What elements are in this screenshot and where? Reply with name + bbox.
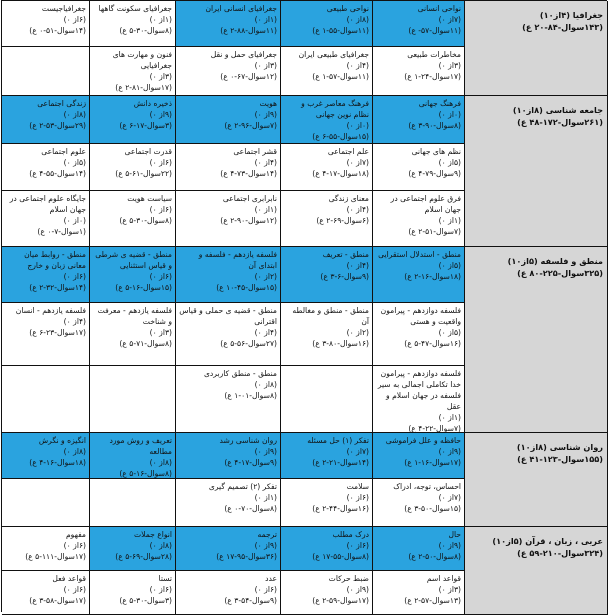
topic-title: فلسفه یازدهم - فلسفه و ابتدای آن [198,250,277,270]
topic-question-stats: (۸سوال-۵۰-۲ ع) [408,552,461,561]
topic-quota: (۶از ۰) [63,585,86,594]
topic-question-stats: (۱۴سوال-۷۳-۴ ع) [220,169,277,178]
topic-quota: (۷از ۰) [346,447,369,456]
topic-title: جغرافیای حمل و نقل [210,50,277,59]
topic-cell [281,303,373,366]
topic-cell [281,433,373,479]
topic-question-stats: (۸سوال-۳۰-۵ ع) [119,216,172,225]
topic-title: منطق - روابط میان معانی زبان و خارج [24,250,86,270]
topic-quota: (۴از ۰) [254,158,277,167]
subject-header [465,433,608,527]
topic-title: سیاست هویت [127,194,172,203]
topic-question-stats: (۲۸سوال-۶۹-۵ ع) [115,552,172,561]
topic-question-stats: (۱۵سوال-۵۰-۳ ع) [404,504,461,513]
topic-cell [373,47,465,96]
topic-quota: (۵از ۰) [63,158,86,167]
topic-cell [176,191,281,247]
topic-question-stats: (۸سوال-۳۰-۵ ع) [119,26,172,35]
topic-quota: (۶از ۰) [346,493,369,502]
topic-title: فرهنگ معاصر غرب و نظام نوین جهانی [301,99,369,119]
topic-quota: (۹از ۰) [438,447,461,456]
topic-cell [373,1,465,47]
topic-question-stats: (۱۱سوال-۵۷- ع) [408,26,461,35]
subject-stats: (۱۴۳سوال-۸۴-۲۰ ع) [522,22,603,32]
topic-quota: (۴از ۰) [346,61,369,70]
topic-quota: (۱از ۰) [438,216,461,225]
topic-quota: (۸از ۰) [346,15,369,24]
topic-cell [281,527,373,571]
topic-quota: (۴از ۰) [346,205,369,214]
topic-quota: (۹از ۰) [254,110,277,119]
topic-quota: (۷از ۰) [346,158,369,167]
topic-question-stats: (۹سوال-۱۷-۴ ع) [224,458,277,467]
topic-question-stats: (۲۹سوال-۵۳-۲ ع) [29,121,86,130]
topic-question-stats: (۱۱سوال-۵۷-۱ ع) [312,72,369,81]
topic-quota: (۶از ۰) [149,158,172,167]
topic-title: منطق - منطق و مغالطه آن [292,306,369,326]
topic-quota: (۶از ۰) [149,585,172,594]
topic-quota: (۳از ۰) [149,72,172,81]
topic-title: فلسفه دوازدهم - پیرامون واقعیت و هستی [380,306,461,326]
topic-question-stats: (۲۲سوال-۶۱-۵ ع) [115,169,172,178]
topic-quota: (۹از ۰) [254,447,277,456]
topic-title: انگیزه و نگرش [38,436,86,445]
topic-quota: (۵از ۰) [438,158,461,167]
topic-cell [176,303,281,366]
topic-title: منطق - قضیه ی شرطی و قیاس استثنایی [95,250,172,270]
topic-question-stats: (۳سوال-۳۰-۵ ع) [119,596,172,605]
topic-title: مفهوم [65,530,86,539]
topic-quota: (۹از ۰) [346,585,369,594]
topic-title: جایگاه علوم اجتماعی در جهان اسلام [9,194,86,214]
topic-title: قشر اجتماعی [233,147,277,156]
topic-question-stats: (۱۷سوال-۸۱-۲ ع) [115,83,172,92]
topic-cell [373,527,465,571]
topic-question-stats: (۸سوال-۷۰-۰ ع) [224,504,277,513]
topic-quota: (۶از ۰) [346,541,369,550]
topic-question-stats: (۱۵سوال-۴۵-۱۰ ع) [216,283,277,292]
topic-cell [2,1,90,47]
topic-title: انواع جملات [134,530,172,539]
topic-cell [373,303,465,366]
topic-cell [281,1,373,47]
topic-cell [90,247,176,303]
topic-quota: (۵از ۰) [438,328,461,337]
topic-question-stats: (۱۱سوال-۸۸-۲ ع) [220,26,277,35]
topic-quota: (۷از ۰) [438,493,461,502]
topic-quota: (۶از ۰) [63,15,86,24]
topic-cell [176,47,281,96]
topic-question-stats: (۱۵سوال-۵۵-۶ ع) [312,132,369,141]
topic-question-stats: (۷سوال-۵۱-۲ ع) [408,227,461,236]
topic-title: نابرابری اجتماعی [222,194,277,203]
topic-question-stats: (۱۷سوال-۱۱۱-۵ ع) [25,552,86,561]
topic-question-stats: (۸سوال-۰۱-۱ ع) [224,391,277,400]
topic-quota: (۳از ۰) [438,585,461,594]
topic-cell [90,96,176,144]
topic-title: جغرافیاجیست [41,4,86,13]
topic-question-stats: (۱۶سوال-۴۴-۲ ع) [312,504,369,513]
topic-cell [373,96,465,144]
topic-quota: (۶از ۰) [149,272,172,281]
topic-title: احساس، توجه، ادراک [393,482,461,491]
topic-quota: (۰از ۰) [346,121,369,130]
topic-title: قدرت اجتماعی [124,147,172,156]
topic-quota: (۸از ۰) [63,110,86,119]
topic-question-stats: (۱۸سوال-۱۶-۴ ع) [29,458,86,467]
topic-question-stats: (۱۴سوال-۲۱-۲ ع) [312,458,369,467]
topic-cell [90,527,176,571]
topic-title: تستا [158,574,172,583]
subject-header [465,247,608,433]
topic-question-stats: (۱۸سوال-۱۶-۲ ع) [404,272,461,281]
topic-quota: (۱از ۰) [254,493,277,502]
empty-cell [2,366,90,433]
topic-title: نواحی انسانی [417,4,461,13]
topic-title: قواعد فعل [52,574,86,583]
topic-quota: (۱از ۰) [254,205,277,214]
subject-header [465,96,608,247]
topic-quota: (۶از ۰) [63,272,86,281]
topic-cell [176,96,281,144]
topic-cell [90,47,176,96]
topics-table [1,0,607,612]
empty-cell [2,47,90,96]
topic-cell [281,191,373,247]
topic-question-stats: (۱۱سوال-۵۵-۱ ع) [312,26,369,35]
topic-title: هویت [259,99,277,108]
topic-cell [90,571,176,615]
topic-question-stats: (۱۴سوال-۵۱-۰ ع) [29,26,86,35]
topic-title: منطق - تعریف [322,250,369,259]
topic-question-stats: (۸سوال-۷۱-۵ ع) [119,339,172,348]
topic-question-stats: (۱۵سوال-۱۶-۵ ع) [115,283,172,292]
topic-cell [281,571,373,615]
topic-quota: (۶از ۰) [149,205,172,214]
topic-cell [2,191,90,247]
topic-quota: (۴از ۰) [346,261,369,270]
topic-title: فلسفه دوازدهم - پیرامون خدا تکاملی اجمالی به سیر فلسفه در جهان اسلام و عقل [377,369,461,411]
topic-question-stats: (۸سوال-۹۰-۳ ع) [408,121,461,130]
topic-cell [281,144,373,191]
topic-title: حافظه و علل فراموشی [385,436,461,445]
topic-quota: (۹از ۰) [254,541,277,550]
topic-cell [2,303,90,366]
empty-cell [90,366,176,433]
subject-name: روان شناسی (۸از۱۰) [516,442,603,452]
topic-cell [2,571,90,615]
topic-title: فرهنگ جهانی [418,99,461,108]
subject-stats: (۲۶۱سوال-۱۷۲-۴۸ ع) [517,117,603,127]
topic-quota: (۸از ۰) [149,541,172,550]
subject-header [465,1,608,96]
topic-cell [90,191,176,247]
topic-question-stats: (۱سوال-۷-۰ ع) [37,227,86,236]
topic-question-stats: (۱۷سوال-۵۸-۳ ع) [29,596,86,605]
topic-cell [2,96,90,144]
topic-title: ذخیره دانش [133,99,172,108]
topic-question-stats: (۹سوال-۶-۳ ع) [320,272,369,281]
topic-title: جغرافیای طبیعی ایران [298,50,369,59]
topic-cell [2,527,90,571]
topic-title: زندگی اجتماعی [37,99,86,108]
empty-cell [2,479,90,527]
topic-title: فلسفه یازدهم - معرفت و شناخت [97,306,172,326]
topic-cell [281,96,373,144]
topic-question-stats: (۳سوال-۱۷-۶ ع) [119,121,172,130]
topic-question-stats: (۱۴سوال-۳۲-۲ ع) [29,283,86,292]
topic-cell [373,144,465,191]
topic-cell [90,144,176,191]
topic-question-stats: (۱۶سوال-۸۰-۳ ع) [312,339,369,348]
topic-quota: (۴از ۰) [254,328,277,337]
topic-title: تعریف و روش مورد مطالعه [109,436,172,456]
topic-cell [176,433,281,479]
topic-quota: (۴از ۰) [63,317,86,326]
topic-title: فرق علوم اجتماعی در جهان اسلام [390,194,461,214]
topic-question-stats: (۱۸سوال-۱۷-۴ ع) [312,169,369,178]
topic-title: سلامت [346,482,369,491]
topic-question-stats: (۱۷سوال-۱۶-۱ ع) [404,458,461,467]
topic-title: حال [448,530,461,539]
topic-question-stats: (۱۲سوال-۹۰-۲ ع) [220,216,277,225]
subject-name: جامعه شناسی (۸از۱۰) [512,105,603,115]
topic-quota: (۹از ۰) [438,541,461,550]
topic-quota: (۳از ۰) [254,61,277,70]
topic-question-stats: (۱۳سوال-۵۷-۲ ع) [404,596,461,605]
topic-question-stats: (۱۷سوال-۲۴-۱ ع) [404,72,461,81]
topic-quota: (۲از ۰) [254,272,277,281]
empty-cell [90,479,176,527]
topic-title: معنای زندگی [328,194,369,203]
topic-question-stats: (۶سوال-۶۹-۲ ع) [316,216,369,225]
topic-question-stats: (۷سوال-۲۲-۴ ع) [408,424,461,433]
topic-quota: (۷از ۰) [438,15,461,24]
subject-name: جغرافیا (۴از۱۰) [539,10,603,20]
topic-quota: (۸از ۰) [149,458,172,467]
topic-question-stats: (۲۷سوال-۵۶-۵ ع) [220,339,277,348]
topic-title: منطق - استدلال استقرایی [378,250,461,259]
topic-title: منطق - منطق کاربردی [203,369,277,378]
topic-question-stats: (۱۶سوال-۴۷-۵ ع) [404,339,461,348]
topic-cell [2,144,90,191]
topic-cell [176,571,281,615]
topic-title: عدد [265,574,277,583]
topic-title: فنون و مهارت های جغرافیایی [112,50,172,70]
topic-cell [90,433,176,479]
topic-quota: (۸از ۰) [254,380,277,389]
topic-cell [176,144,281,191]
topic-cell [176,247,281,303]
topic-cell [281,479,373,527]
subject-stats: (۱۵۵سوال-۱۲۳-۴۱ ع) [517,454,603,464]
topic-quota: (۱از ۰) [149,15,172,24]
topic-title: مخاطرات طبیعی [407,50,461,59]
topic-title: تفکر (۲) تصمیم گیری [208,482,277,491]
topic-cell [176,479,281,527]
topic-question-stats: (۱۷سوال-۲۳-۶ ع) [29,328,86,337]
topic-quota: (۱از ۰) [438,413,461,422]
topic-quota: (۰از ۰) [63,216,86,225]
topic-question-stats: (۳۶سوال-۹۵-۱۷ ع) [216,552,277,561]
topic-quota: (۳از ۰) [438,61,461,70]
topic-cell [373,247,465,303]
topic-question-stats: (۸سوال-۱۶-۵ ع) [119,469,172,478]
topic-cell [90,303,176,366]
subject-name: منطق و فلسفه (۵از۱۰) [507,256,603,266]
subject-header [465,527,608,615]
topic-quota: (۵از ۰) [438,261,461,270]
topic-cell [176,527,281,571]
topic-title: تفکر (۱) حل مسئله [307,436,369,445]
topic-quota: (۶از ۰) [254,585,277,594]
topic-quota: (۸از ۰) [63,447,86,456]
topic-cell [373,366,465,433]
topic-quota: (۰از ۰) [438,110,461,119]
topic-cell [373,571,465,615]
topic-question-stats: (۷سوال-۹۶-۲ ع) [224,121,277,130]
topic-cell [176,366,281,433]
topic-cell [373,191,465,247]
topic-cell [2,433,90,479]
topic-title: جغرافیای سکونت گاهها [98,4,172,13]
empty-cell [281,366,373,433]
topic-title: قواعد اسم [426,574,461,583]
topic-title: علوم اجتماعی [41,147,86,156]
topic-title: روان شناسی رشد [219,436,277,445]
topic-title: نواحی طبیعی [326,4,369,13]
topic-cell [281,47,373,96]
topic-question-stats: (۱۲سوال-۶۷-۰ ع) [220,72,277,81]
topic-quota: (۲از ۰) [346,328,369,337]
subject-stats: (۳۲۵سوال-۲۲۵-۸۰ ع) [517,268,603,278]
topic-title: فلسفه یازدهم - انسان [15,306,86,315]
topic-quota: (۶از ۰) [63,541,86,550]
topic-cell [281,247,373,303]
topic-question-stats: (۹سوال-۵۴-۳ ع) [224,596,277,605]
topic-title: ضبط حرکات [328,574,369,583]
topic-question-stats: (۱۷سوال-۵۹-۲ ع) [312,596,369,605]
topic-quota: (۱از ۰) [254,15,277,24]
topic-question-stats: (۸سوال-۵۵-۱۷ ع) [312,552,369,561]
topic-title: منطق - قضیه ی حملی و قیاس اقترانی [179,306,277,326]
topic-title: ترجمه [257,530,277,539]
topic-cell [2,247,90,303]
topic-cell [373,479,465,527]
topic-quota: (۳از ۰) [149,328,172,337]
topic-title: درک مطلب [332,530,369,539]
topic-cell [176,1,281,47]
topic-question-stats: (۹سوال-۷۹-۴ ع) [408,169,461,178]
subject-stats: (۳۲۴سوال-۲۱۰-۵۹ ع) [517,548,603,558]
topic-question-stats: (۱۴سوال-۵۵-۴ ع) [29,169,86,178]
topic-cell [90,1,176,47]
topic-quota: (۹از ۰) [149,110,172,119]
topic-cell [373,433,465,479]
topic-title: جغرافیای انسانی ایران [205,4,277,13]
topic-title: نظم های جهانی [411,147,461,156]
topic-title: علم اجتماعی [327,147,369,156]
subject-name: عربی ، زبان ، قرآن (۵از۱۰) [492,536,603,546]
